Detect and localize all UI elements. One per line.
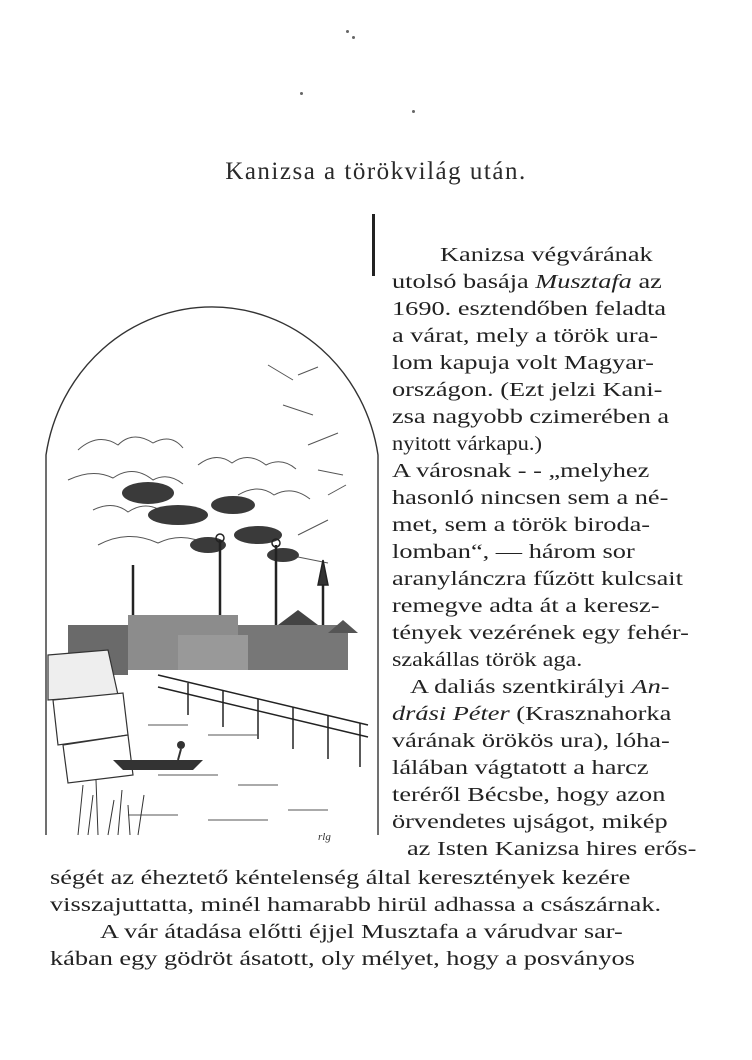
line-segment: Kanizsa végvárának	[440, 245, 653, 266]
text-line	[392, 755, 649, 782]
text-line	[392, 539, 635, 566]
text-line	[392, 728, 670, 755]
text-line	[392, 269, 662, 296]
line-segment: 1690. esztendőben feladta	[392, 299, 667, 320]
line-segment: (Krasznahorka	[509, 704, 672, 725]
line-segment: zsa nagyobb czimerében a	[392, 407, 670, 428]
page-title: Kanizsa a törökvilág után.	[225, 158, 527, 185]
text-line	[392, 566, 683, 593]
city-illustration	[38, 255, 390, 855]
text-line	[100, 919, 623, 946]
text-line	[392, 782, 665, 809]
text-line	[50, 946, 635, 973]
line-segment: lálában vágtatott a harcz	[392, 758, 649, 779]
line-segment: remegve adta át a keresz-	[392, 596, 660, 617]
italic-name: Musztafa	[535, 272, 632, 293]
line-segment: teréről Bécsbe, hogy azon	[392, 785, 666, 806]
line-segment: A vár átadása előtti éjjel Musztafa a várudvar sar-	[100, 922, 623, 943]
text-line	[392, 620, 689, 647]
speck	[352, 36, 355, 39]
line-segment: aranylánczra fűzött kulcsait	[392, 569, 683, 590]
text-line	[50, 865, 630, 892]
text-line	[392, 647, 582, 674]
text-line	[392, 296, 666, 323]
line-segment: az Isten Kanizsa hires erős-	[407, 839, 697, 860]
artist-signature: rlg	[318, 831, 331, 843]
line-segment: met, sem a török biroda-	[392, 515, 651, 536]
speck	[300, 92, 303, 95]
text-line	[50, 892, 661, 919]
speck	[346, 30, 349, 33]
line-segment: utolsó basája	[392, 272, 536, 293]
reeds	[78, 780, 144, 835]
line-segment: tények vezérének egy fehér-	[392, 623, 689, 644]
text-line	[392, 593, 659, 620]
text-line	[407, 836, 696, 863]
bridge	[158, 675, 368, 767]
water-ripples	[128, 725, 328, 820]
sky-clouds	[68, 365, 346, 563]
line-segment: kában egy gödröt ásatott, oly mélyet, hogy a posványos	[50, 949, 635, 970]
line-segment: lom kapuja volt Magyar-	[392, 353, 654, 374]
text-line	[392, 701, 671, 728]
line-segment: szakállas török aga.	[392, 650, 583, 671]
text-line	[392, 377, 662, 404]
text-line	[392, 512, 650, 539]
text-line	[440, 242, 653, 269]
line-segment: örvendetes ujságot, mikép	[392, 812, 668, 833]
line-segment: ségét az éheztető kéntelenség által keresztények kezére	[50, 868, 631, 889]
line-segment: a várat, mely a török ura-	[392, 326, 659, 347]
line-segment: A városnak - - „melyhez	[392, 461, 650, 482]
text-line	[392, 431, 542, 458]
line-segment: az	[631, 272, 662, 293]
text-line	[392, 485, 668, 512]
line-segment: visszajuttatta, minél hamarabb hirül adhassa a császárnak.	[50, 895, 662, 916]
line-segment: nyitott várkapu.)	[392, 434, 542, 455]
text-line	[392, 404, 669, 431]
line-segment: várának örökös ura), lóha-	[392, 731, 670, 752]
italic-name: An-	[631, 677, 670, 698]
text-line	[392, 350, 654, 377]
speck	[412, 110, 415, 113]
italic-name: drási Péter	[392, 704, 510, 725]
line-segment: A daliás szentkirályi	[410, 677, 632, 698]
text-line	[410, 674, 670, 701]
text-line	[392, 809, 668, 836]
line-segment: lomban“, — három sor	[392, 542, 635, 563]
line-segment: országon. (Ezt jelzi Kani-	[392, 380, 663, 401]
text-line	[392, 323, 658, 350]
line-segment: hasonló nincsen sem a né-	[392, 488, 669, 509]
text-line	[392, 458, 649, 485]
